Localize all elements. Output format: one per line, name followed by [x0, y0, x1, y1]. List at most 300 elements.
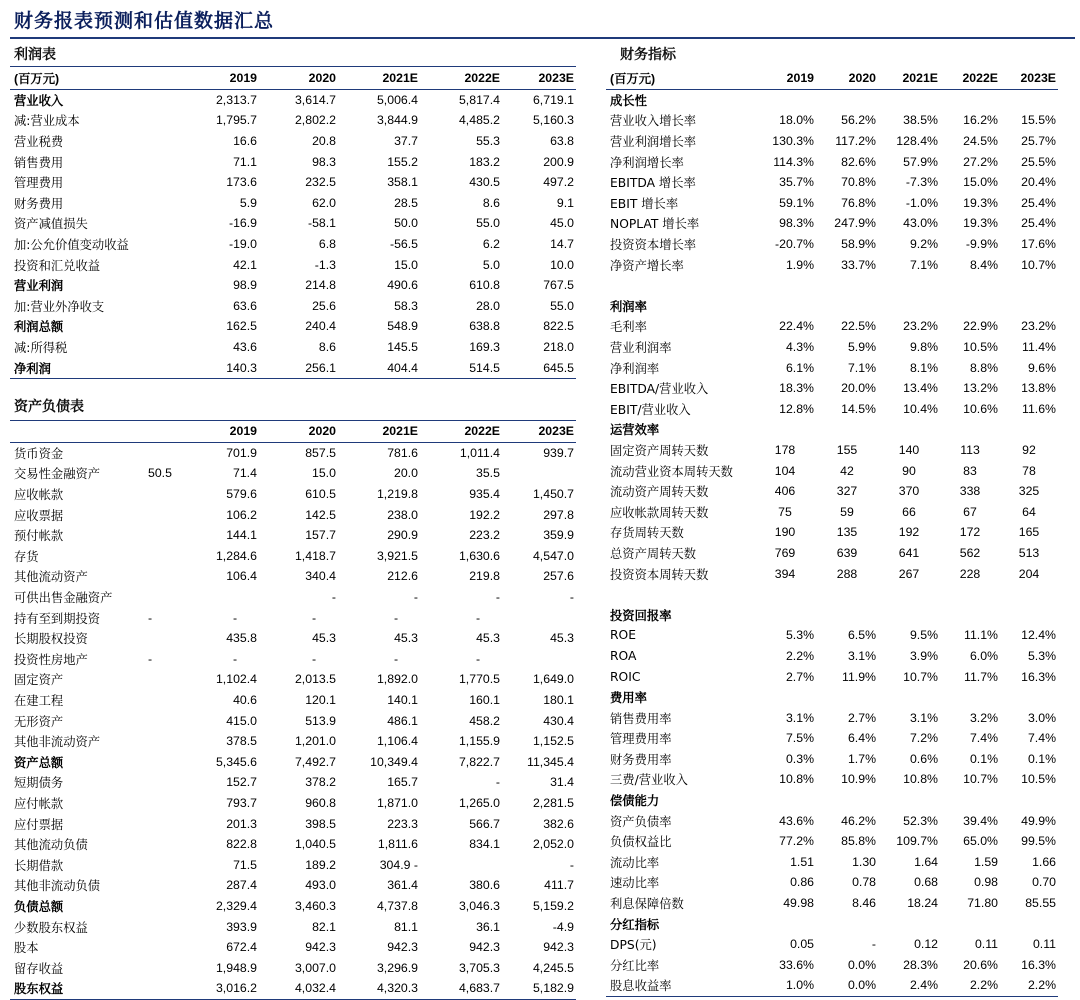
value-cell: 1.7% — [847, 751, 876, 766]
header-year: 2019 — [180, 68, 259, 89]
value-cell: 1,040.5 — [294, 837, 336, 852]
table-row — [10, 690, 576, 711]
value-cell: 579.6 — [226, 487, 257, 502]
value-cell — [754, 584, 816, 605]
value-cell: 4,547.0 — [532, 548, 574, 563]
value-cell: 165 — [1018, 525, 1040, 540]
value-cell: 822.8 — [226, 837, 257, 852]
value-cell: 2,052.0 — [532, 837, 574, 852]
value-cell: 2.4% — [878, 975, 940, 996]
value-cell: 12.4% — [1021, 628, 1056, 643]
value-cell: 28.3% — [903, 957, 938, 972]
table-row — [10, 131, 576, 152]
row-label: 少数股东权益 — [14, 920, 88, 935]
table-row — [10, 110, 576, 131]
header-unit: (百万元) — [606, 68, 754, 89]
table-row — [606, 110, 1058, 131]
value-cell: 16.3% — [1021, 669, 1056, 684]
value-cell: 55.0 — [476, 216, 500, 231]
value-cell: 43.6 — [233, 340, 257, 355]
value-cell: 1.0% — [754, 975, 816, 996]
value-cell: 1,155.9 — [458, 734, 500, 749]
value-cell: 610.5 — [305, 487, 336, 502]
income-statement-table — [10, 68, 576, 379]
value-cell: 0.86 — [790, 875, 814, 890]
value-cell: - — [495, 590, 500, 605]
table-row — [606, 275, 1058, 296]
table-row — [606, 872, 1058, 893]
value-cell: 15.0 — [394, 257, 418, 272]
value-cell: 106.2 — [226, 507, 257, 522]
table-row — [606, 543, 1058, 564]
row-label: EBITDA 增长率 — [610, 176, 696, 191]
value-cell: 83 — [963, 463, 977, 478]
header-year: 2023E — [1000, 68, 1058, 89]
value-cell — [1000, 296, 1058, 317]
table-row — [606, 193, 1058, 214]
value-cell: 942.3 — [387, 940, 418, 955]
value-cell: 382.6 — [543, 816, 574, 831]
header-year: 2019 — [754, 68, 816, 89]
value-cell: - — [394, 610, 399, 625]
value-cell: 4,320.3 — [338, 978, 420, 999]
value-cell: 22.5% — [841, 319, 876, 334]
row-label: 留存收益 — [14, 961, 64, 976]
value-cell: 327 — [836, 484, 858, 499]
row-label: 应付票据 — [14, 817, 64, 832]
table-row — [606, 440, 1058, 461]
value-cell — [878, 604, 940, 625]
value-cell: 28.5 — [394, 195, 418, 210]
balance-sheet-table — [10, 421, 576, 1000]
header-year: 2019 — [180, 421, 259, 442]
value-cell: 71.80 — [967, 896, 998, 911]
value-cell — [1000, 419, 1058, 440]
row-label: 货币资金 — [14, 446, 64, 461]
value-cell: 13.2% — [963, 381, 998, 396]
value-cell: 25.7% — [1021, 134, 1056, 149]
value-cell: 17.6% — [1021, 237, 1056, 252]
row-label: 其他非流动资产 — [14, 735, 101, 750]
value-cell: 0.05 — [790, 937, 814, 952]
value-cell: 63.6 — [233, 298, 257, 313]
value-cell: 2.7% — [847, 710, 876, 725]
value-cell: 497.2 — [543, 175, 574, 190]
row-label: 股息收益率 — [606, 975, 754, 996]
header-year: 2023E — [502, 421, 576, 442]
header-year: 2022E — [940, 68, 1000, 89]
value-cell: 6.8 — [318, 237, 336, 252]
value-cell — [878, 89, 940, 110]
value-cell — [878, 296, 940, 317]
value-cell — [940, 275, 1000, 296]
row-label: 无形资产 — [14, 714, 64, 729]
value-cell: 18.0% — [779, 113, 814, 128]
value-cell — [940, 584, 1000, 605]
row-label: 三费/营业收入 — [610, 773, 688, 788]
value-cell — [878, 275, 940, 296]
table-row — [606, 522, 1058, 543]
value-cell: 8.1% — [909, 360, 938, 375]
table-row — [10, 296, 576, 317]
value-cell: 16.6 — [233, 134, 257, 149]
value-cell: 155 — [836, 442, 858, 457]
row-label: 短期债务 — [14, 776, 64, 791]
value-cell: 2,281.5 — [532, 795, 574, 810]
value-cell — [816, 687, 878, 708]
row-label: 长期借款 — [14, 858, 64, 873]
value-cell: 13.4% — [903, 381, 938, 396]
value-cell: 2.7% — [785, 669, 814, 684]
value-cell: 46.2% — [841, 813, 876, 828]
value-cell: 3,705.3 — [458, 960, 500, 975]
value-cell: 7.4% — [1027, 731, 1056, 746]
value-cell: 8.8% — [969, 360, 998, 375]
value-cell: 40.6 — [233, 693, 257, 708]
table-row — [606, 893, 1058, 914]
value-cell: 169.3 — [469, 340, 500, 355]
row-label: DPS(元) — [610, 938, 657, 953]
row-label: 股东权益 — [10, 978, 180, 999]
section-row — [606, 419, 1058, 440]
value-cell: 1,219.8 — [376, 487, 418, 502]
value-cell: 25.4% — [1021, 195, 1056, 210]
value-cell: 1.64 — [914, 854, 938, 869]
value-cell — [878, 790, 940, 811]
value-cell: -1.3 — [314, 257, 336, 272]
value-cell: 142.5 — [305, 507, 336, 522]
value-cell: 144.1 — [226, 528, 257, 543]
value-cell: 20.4% — [1021, 175, 1056, 190]
value-cell: 6.1% — [785, 360, 814, 375]
value-cell: 1,201.0 — [294, 734, 336, 749]
value-cell — [754, 913, 816, 934]
table-row — [10, 89, 576, 110]
value-cell: 393.9 — [226, 919, 257, 934]
value-cell: 430.5 — [469, 175, 500, 190]
value-cell: 639 — [836, 545, 858, 560]
header-year: 2020 — [259, 421, 338, 442]
value-cell — [754, 89, 816, 110]
value-cell: 3,844.9 — [376, 113, 418, 128]
value-cell: 1.66 — [1032, 854, 1056, 869]
row-label: 存货周转天数 — [610, 526, 684, 541]
table-header-row — [10, 68, 576, 89]
table-row — [606, 831, 1058, 852]
value-cell: 793.7 — [226, 795, 257, 810]
value-cell: 404.4 — [338, 357, 420, 378]
table-row — [606, 213, 1058, 234]
value-cell: 0.68 — [914, 875, 938, 890]
value-cell: 9.2% — [909, 237, 938, 252]
value-cell: 1,770.5 — [458, 672, 500, 687]
value-cell: 304.9 - — [379, 857, 418, 872]
table-row — [10, 566, 576, 587]
value-cell: - — [312, 651, 317, 666]
value-cell — [1000, 913, 1058, 934]
value-cell: 8.46 — [852, 896, 876, 911]
table-row — [10, 896, 576, 917]
row-label: 速动比率 — [610, 876, 660, 891]
section-label: 成长性 — [610, 93, 647, 108]
value-cell: 1,948.9 — [215, 960, 257, 975]
value-cell: - — [148, 651, 153, 666]
value-cell: -58.1 — [307, 216, 336, 231]
value-cell: 20.0 — [394, 466, 418, 481]
value-cell: 109.7% — [896, 834, 938, 849]
value-cell: 340.4 — [305, 569, 336, 584]
value-cell: 2,013.5 — [294, 672, 336, 687]
value-cell: 22.4% — [779, 319, 814, 334]
value-cell: 49.9% — [1021, 813, 1056, 828]
value-cell: 430.4 — [543, 713, 574, 728]
row-label: 加:营业外净收支 — [14, 299, 105, 314]
value-cell: 98.9 — [233, 278, 257, 293]
section-label: 分红指标 — [610, 917, 660, 932]
row-label: 分红比率 — [610, 958, 660, 973]
value-cell: 0.12 — [914, 937, 938, 952]
value-cell: 140 — [898, 442, 920, 457]
value-cell: 513.9 — [305, 713, 336, 728]
value-cell — [940, 89, 1000, 110]
row-label: 负债总额 — [14, 899, 64, 914]
value-cell — [754, 296, 816, 317]
value-cell: 114.3% — [773, 154, 814, 169]
value-cell: - — [394, 651, 399, 666]
value-cell: 50.0 — [394, 216, 418, 231]
header-year: 2020 — [259, 68, 338, 89]
value-cell: 638.8 — [469, 319, 500, 334]
value-cell — [816, 913, 878, 934]
value-cell: 11.1% — [964, 628, 998, 643]
value-cell: 435.8 — [226, 631, 257, 646]
value-cell: 645.5 — [502, 357, 576, 378]
value-cell: - — [312, 610, 317, 625]
value-cell: 7,492.7 — [294, 754, 336, 769]
table-row — [606, 975, 1058, 996]
value-cell: 45.0 — [550, 216, 574, 231]
value-cell: 297.8 — [543, 507, 574, 522]
value-cell: 493.0 — [305, 878, 336, 893]
value-cell: 64 — [1022, 504, 1036, 519]
value-cell — [754, 790, 816, 811]
section-row — [606, 296, 1058, 317]
value-cell — [1000, 604, 1058, 625]
value-cell: 50.5 — [148, 466, 172, 481]
value-cell: 24.5% — [963, 134, 998, 149]
value-cell: 130.3% — [772, 134, 814, 149]
row-label: 应收帐款周转天数 — [610, 505, 709, 520]
value-cell: - — [233, 651, 238, 666]
row-label: 投资资本增长率 — [610, 238, 697, 253]
value-cell: 288 — [836, 566, 858, 581]
table-row — [10, 357, 576, 378]
income-section-title: 利润表 — [14, 47, 56, 63]
value-cell: 1,630.6 — [458, 548, 500, 563]
row-label: 交易性金融资产 — [14, 467, 101, 482]
row-label: 净利润 — [10, 357, 180, 378]
value-cell: 55.0 — [550, 298, 574, 313]
header-year: 2021E — [878, 68, 940, 89]
value-cell: 1.9% — [785, 257, 814, 272]
table-row — [10, 607, 576, 628]
value-cell: 45.3 — [476, 631, 500, 646]
value-cell: 135 — [836, 525, 858, 540]
value-cell: 75 — [778, 504, 792, 519]
value-cell: 1,011.4 — [459, 445, 500, 460]
value-cell: 769 — [774, 545, 796, 560]
value-cell: 358.1 — [387, 175, 418, 190]
row-label: 减:所得税 — [14, 341, 68, 356]
value-cell: 5,817.4 — [458, 92, 500, 107]
row-label: 应收票据 — [14, 508, 64, 523]
value-cell: 52.3% — [903, 813, 938, 828]
value-cell — [754, 604, 816, 625]
value-cell: 71.4 — [233, 466, 257, 481]
value-cell: 232.5 — [305, 175, 336, 190]
value-cell: 201.3 — [226, 816, 257, 831]
section-row — [606, 687, 1058, 708]
indicators-section-title: 财务指标 — [620, 47, 676, 63]
row-label: 可供出售金融资产 — [14, 591, 113, 606]
row-label: 总资产周转天数 — [610, 546, 697, 561]
table-row — [606, 234, 1058, 255]
value-cell: 36.1 — [476, 919, 500, 934]
value-cell: 178 — [774, 442, 796, 457]
table-row — [10, 484, 576, 505]
value-cell: 398.5 — [305, 816, 336, 831]
value-cell: 71.1 — [233, 154, 257, 169]
value-cell: 19.3% — [963, 195, 998, 210]
value-cell: 370 — [898, 484, 920, 499]
value-cell: 57.9% — [903, 154, 938, 169]
balance-section-title: 资产负债表 — [14, 399, 84, 415]
row-label: 固定资产周转天数 — [610, 443, 709, 458]
value-cell: 7,822.7 — [458, 754, 500, 769]
row-label: 其他流动资产 — [14, 570, 88, 585]
value-cell: 162.5 — [226, 319, 257, 334]
value-cell: 58.9% — [841, 237, 876, 252]
table-row — [606, 151, 1058, 172]
value-cell: 113 — [960, 442, 980, 457]
row-label: 利润总额 — [14, 320, 64, 335]
value-cell: 42.1 — [233, 257, 257, 272]
value-cell: 192.2 — [469, 507, 500, 522]
value-cell: 20.6% — [963, 957, 998, 972]
value-cell: 98.3 — [312, 154, 336, 169]
value-cell: 99.5% — [1021, 834, 1056, 849]
value-cell: 204 — [1018, 566, 1040, 581]
table-row — [10, 793, 576, 814]
value-cell: 6.2 — [482, 237, 500, 252]
value-cell: 0.0% — [847, 957, 876, 972]
value-cell: 256.1 — [259, 357, 338, 378]
value-cell: 62.0 — [312, 195, 336, 210]
row-label: 股本 — [14, 941, 39, 956]
value-cell: 10.8% — [779, 772, 814, 787]
value-cell: 1,811.6 — [377, 837, 418, 852]
row-label: 其他非流动负债 — [14, 879, 101, 894]
table-row — [10, 546, 576, 567]
value-cell: 6.0% — [969, 648, 998, 663]
value-cell: 92 — [1022, 442, 1036, 457]
value-cell: 10.8% — [903, 772, 938, 787]
value-cell: 38.5% — [903, 113, 938, 128]
value-cell: 155.2 — [387, 154, 418, 169]
value-cell: 361.4 — [387, 878, 418, 893]
value-cell: 43.6% — [779, 813, 814, 828]
table-row — [606, 955, 1058, 976]
value-cell — [816, 275, 878, 296]
table-row — [606, 707, 1058, 728]
value-cell: 10.7% — [903, 669, 938, 684]
value-cell: 942.3 — [305, 940, 336, 955]
value-cell: 672.4 — [226, 940, 257, 955]
table-row — [606, 646, 1058, 667]
row-label: 应收帐款 — [14, 488, 64, 503]
value-cell — [1000, 687, 1058, 708]
value-cell: - — [495, 775, 500, 790]
value-cell: 6,719.1 — [532, 92, 574, 107]
value-cell: 240.4 — [305, 319, 336, 334]
value-cell: 13.8% — [1021, 381, 1056, 396]
value-cell: - — [331, 590, 336, 605]
value-cell: 5.9 — [239, 195, 257, 210]
value-cell: 18.24 — [907, 896, 938, 911]
row-label: 营业收入 — [14, 93, 64, 108]
page-title: 财务报表预测和估值数据汇总 — [14, 10, 275, 32]
value-cell: 380.6 — [469, 878, 500, 893]
value-cell: 7.4% — [969, 731, 998, 746]
value-cell: 200.9 — [543, 154, 574, 169]
value-cell: 5,006.4 — [376, 92, 418, 107]
value-cell: 0.0% — [816, 975, 878, 996]
table-row — [606, 357, 1058, 378]
value-cell: 10.0 — [550, 257, 574, 272]
table-row — [10, 254, 576, 275]
value-cell: 1,418.7 — [294, 548, 336, 563]
row-label: 管理费用 — [14, 176, 64, 191]
value-cell: 25.5% — [1021, 154, 1056, 169]
value-cell: 214.8 — [305, 278, 336, 293]
table-row — [10, 834, 576, 855]
table-row — [10, 193, 576, 214]
value-cell: 49.98 — [783, 896, 814, 911]
value-cell: 77.2% — [779, 834, 814, 849]
value-cell — [940, 296, 1000, 317]
row-label: 利息保障倍数 — [610, 897, 684, 912]
row-label: 固定资产 — [14, 673, 64, 688]
value-cell: 0.11 — [1032, 937, 1056, 952]
row-label: 毛利率 — [610, 320, 647, 335]
value-cell: -4.9 — [552, 919, 574, 934]
value-cell: 152.7 — [226, 775, 257, 790]
row-label: 销售费用 — [14, 155, 64, 170]
table-row — [606, 584, 1058, 605]
value-cell: -20.7% — [775, 237, 814, 252]
value-cell: 247.9% — [834, 216, 876, 231]
value-cell: 10.5% — [963, 340, 998, 355]
row-label: EBIT/营业收入 — [610, 402, 691, 417]
table-row — [606, 172, 1058, 193]
table-row — [10, 442, 576, 463]
value-cell: 2,313.7 — [215, 92, 257, 107]
value-cell: 160.1 — [469, 693, 500, 708]
value-cell: 1.30 — [852, 854, 876, 869]
table-row — [606, 934, 1058, 955]
value-cell: - — [476, 651, 481, 666]
table-row — [10, 628, 576, 649]
